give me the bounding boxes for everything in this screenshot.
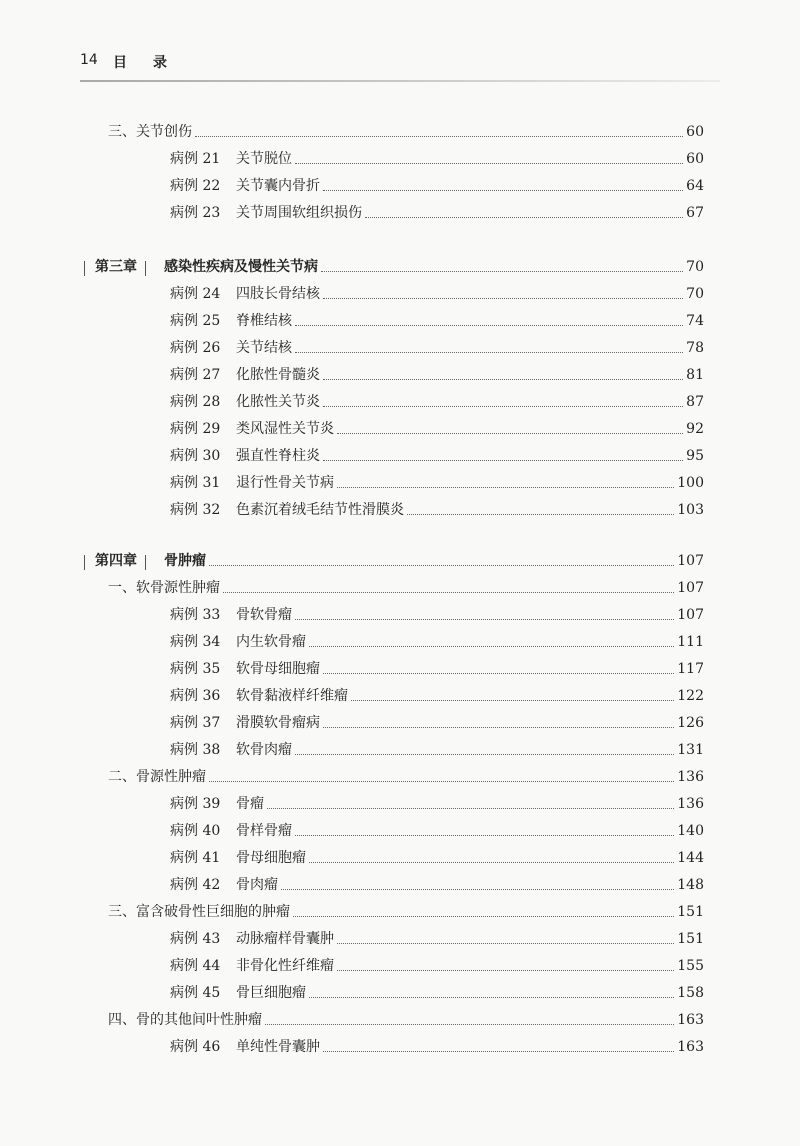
case-title: 软骨肉瘤 (236, 742, 292, 758)
dot-leader (323, 298, 683, 299)
dot-leader (295, 619, 674, 620)
dot-leader (337, 487, 674, 488)
case-title: 骨母细胞瘤 (236, 850, 306, 866)
case-title: 滑膜软骨瘤病 (236, 715, 320, 731)
case-number: 病例 42 (170, 877, 221, 893)
case-number: 病例 29 (170, 421, 221, 437)
dot-leader (309, 862, 674, 863)
page-ref: 131 (677, 742, 704, 758)
toc-case-entry (170, 818, 704, 844)
toc-chapter-entry (80, 548, 704, 574)
page-ref: 107 (677, 607, 704, 623)
dot-leader (321, 271, 683, 272)
page-ref: 155 (677, 958, 704, 974)
chapter-bar-right (145, 261, 146, 276)
dot-leader (323, 190, 683, 191)
case-title: 软骨母细胞瘤 (236, 661, 320, 677)
page-ref: 148 (677, 877, 704, 893)
dot-leader (195, 136, 683, 137)
page-ref: 163 (677, 1039, 704, 1055)
page-ref: 158 (677, 985, 704, 1001)
toc-chapter-entry (80, 254, 704, 280)
case-title: 化脓性关节炎 (236, 394, 320, 410)
page-ref: 60 (686, 151, 704, 167)
header-title-char-2: 录 (153, 55, 167, 71)
toc-case-entry (170, 872, 704, 898)
case-title: 关节囊内骨折 (236, 178, 320, 194)
dot-leader (295, 754, 674, 755)
dot-leader (337, 433, 683, 434)
page-header (80, 52, 720, 82)
page-ref: 122 (677, 688, 704, 704)
dot-leader (265, 1024, 674, 1025)
page-ref: 78 (686, 340, 704, 356)
case-number: 病例 26 (170, 340, 221, 356)
chapter-title: 感染性疾病及慢性关节病 (164, 259, 318, 275)
section-title: 一、软骨源性肿瘤 (108, 580, 220, 596)
case-title: 动脉瘤样骨囊肿 (236, 931, 334, 947)
case-title: 内生软骨瘤 (236, 634, 306, 650)
case-title: 关节结核 (236, 340, 292, 356)
page-number: 14 (80, 52, 98, 68)
case-title: 脊椎结核 (236, 313, 292, 329)
case-number: 病例 41 (170, 850, 221, 866)
chapter-number: 第三章 (95, 259, 137, 275)
case-number: 病例 23 (170, 205, 221, 221)
dot-leader (323, 1051, 674, 1052)
chapter-title: 骨肿瘤 (164, 553, 206, 569)
toc-case-entry (170, 362, 704, 388)
dot-leader (295, 352, 683, 353)
dot-leader (323, 673, 674, 674)
case-number: 病例 27 (170, 367, 221, 383)
case-title: 强直性脊柱炎 (236, 448, 320, 464)
toc-case-entry (170, 308, 704, 334)
page-ref: 136 (677, 769, 704, 785)
toc-case-entry (170, 629, 704, 655)
toc-case-entry (170, 200, 704, 226)
chapter-bar-left (84, 555, 85, 570)
page-ref: 126 (677, 715, 704, 731)
case-title: 骨巨细胞瘤 (236, 985, 306, 1001)
toc-case-entry (170, 737, 704, 763)
page-ref: 136 (677, 796, 704, 812)
toc-case-entry (170, 470, 704, 496)
case-title: 关节脱位 (236, 151, 292, 167)
case-number: 病例 44 (170, 958, 221, 974)
page-ref: 60 (686, 124, 704, 140)
dot-leader (323, 406, 683, 407)
case-title: 软骨黏液样纤维瘤 (236, 688, 348, 704)
page-ref: 87 (686, 394, 704, 410)
toc-case-entry (170, 926, 704, 952)
toc-case-entry (170, 335, 704, 361)
toc-case-entry (170, 953, 704, 979)
dot-leader (209, 565, 674, 566)
case-number: 病例 21 (170, 151, 221, 167)
toc-case-entry (170, 173, 704, 199)
case-number: 病例 25 (170, 313, 221, 329)
toc-section-entry (108, 899, 704, 925)
header-rule (80, 80, 720, 82)
case-number: 病例 30 (170, 448, 221, 464)
dot-leader (337, 970, 674, 971)
dot-leader (351, 700, 674, 701)
case-title: 骨瘤 (236, 796, 264, 812)
section-title: 二、骨源性肿瘤 (108, 769, 206, 785)
dot-leader (337, 943, 674, 944)
case-title: 骨软骨瘤 (236, 607, 292, 623)
dot-leader (323, 379, 683, 380)
case-number: 病例 43 (170, 931, 221, 947)
case-title: 非骨化性纤维瘤 (236, 958, 334, 974)
page-ref: 140 (677, 823, 704, 839)
case-title: 色素沉着绒毛结节性滑膜炎 (236, 502, 404, 518)
page-ref: 144 (677, 850, 704, 866)
toc-case-entry (170, 416, 704, 442)
page-ref: 117 (677, 661, 704, 677)
case-number: 病例 45 (170, 985, 221, 1001)
dot-leader (323, 727, 674, 728)
dot-leader (407, 514, 674, 515)
case-number: 病例 31 (170, 475, 221, 491)
toc-case-entry (170, 497, 704, 523)
dot-leader (295, 325, 683, 326)
toc-case-entry (170, 443, 704, 469)
toc-case-entry (170, 281, 704, 307)
dot-leader (223, 592, 674, 593)
dot-leader (309, 646, 674, 647)
case-number: 病例 39 (170, 796, 221, 812)
toc-section-entry (108, 575, 704, 601)
header-title-char-1: 目 (113, 55, 127, 71)
case-title: 骨肉瘤 (236, 877, 278, 893)
page-ref: 103 (677, 502, 704, 518)
case-title: 四肢长骨结核 (236, 286, 320, 302)
toc-case-entry (170, 845, 704, 871)
chapter-bar-left (84, 261, 85, 276)
case-title: 退行性骨关节病 (236, 475, 334, 491)
case-number: 病例 28 (170, 394, 221, 410)
case-number: 病例 24 (170, 286, 221, 302)
case-number: 病例 37 (170, 715, 221, 731)
toc-section-entry (108, 764, 704, 790)
section-title: 四、骨的其他间叶性肿瘤 (108, 1012, 262, 1028)
case-number: 病例 38 (170, 742, 221, 758)
dot-leader (295, 835, 674, 836)
case-number: 病例 40 (170, 823, 221, 839)
toc-case-entry (170, 602, 704, 628)
page-ref: 111 (677, 634, 704, 650)
case-title: 化脓性骨髓炎 (236, 367, 320, 383)
case-title: 关节周围软组织损伤 (236, 205, 362, 221)
dot-leader (293, 916, 674, 917)
dot-leader (267, 808, 674, 809)
toc-case-entry (170, 656, 704, 682)
dot-leader (295, 163, 683, 164)
case-number: 病例 35 (170, 661, 221, 677)
toc-case-entry (170, 710, 704, 736)
page-ref: 70 (686, 259, 704, 275)
page-ref: 95 (686, 448, 704, 464)
case-number: 病例 46 (170, 1039, 221, 1055)
case-title: 类风湿性关节炎 (236, 421, 334, 437)
case-number: 病例 32 (170, 502, 221, 518)
case-title: 单纯性骨囊肿 (236, 1039, 320, 1055)
page-ref: 67 (686, 205, 704, 221)
chapter-bar-right (145, 555, 146, 570)
toc-section-entry (108, 1007, 704, 1033)
toc-case-entry (170, 980, 704, 1006)
dot-leader (281, 889, 674, 890)
page-ref: 151 (677, 931, 704, 947)
page-ref: 92 (686, 421, 704, 437)
page-ref: 81 (686, 367, 704, 383)
case-title: 骨样骨瘤 (236, 823, 292, 839)
dot-leader (309, 997, 674, 998)
toc-case-entry (170, 389, 704, 415)
case-number: 病例 22 (170, 178, 221, 194)
case-number: 病例 33 (170, 607, 221, 623)
toc-section-entry (108, 119, 704, 145)
toc-case-entry (170, 1034, 704, 1060)
page-ref: 107 (677, 553, 704, 569)
section-title: 三、富含破骨性巨细胞的肿瘤 (108, 904, 290, 920)
section-title: 三、关节创伤 (108, 124, 192, 140)
case-number: 病例 34 (170, 634, 221, 650)
page-ref: 64 (686, 178, 704, 194)
page-ref: 107 (677, 580, 704, 596)
chapter-number: 第四章 (95, 553, 137, 569)
toc-case-entry (170, 683, 704, 709)
toc-case-entry (170, 146, 704, 172)
toc-case-entry (170, 791, 704, 817)
page-ref: 100 (677, 475, 704, 491)
dot-leader (365, 217, 683, 218)
page-ref: 70 (686, 286, 704, 302)
case-number: 病例 36 (170, 688, 221, 704)
dot-leader (209, 781, 674, 782)
dot-leader (323, 460, 683, 461)
page-ref: 151 (677, 904, 704, 920)
page-ref: 74 (686, 313, 704, 329)
page-ref: 163 (677, 1012, 704, 1028)
